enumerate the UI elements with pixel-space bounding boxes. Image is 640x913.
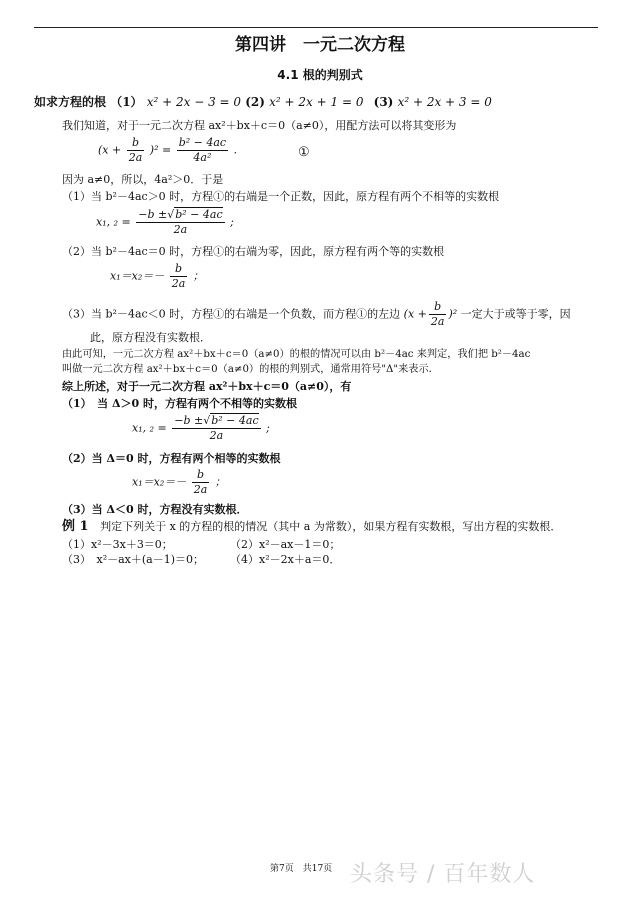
case-2-lhs: x₁＝x₂＝－ bbox=[110, 269, 165, 283]
formula-1-rhs-num: b² − 4ac bbox=[178, 136, 227, 149]
section-title: 4.1 根的判别式 bbox=[277, 68, 363, 82]
case-1-end: ; bbox=[230, 215, 234, 229]
example-label: 例 1 bbox=[62, 519, 89, 534]
case-2-num: b bbox=[170, 262, 188, 277]
intro-p2: (2) bbox=[245, 95, 265, 109]
case-2-formula bbox=[110, 262, 204, 291]
example-item-3: （3） x²－ax＋(a－1)＝0； bbox=[62, 553, 205, 566]
case-1-text: （1）当 b²－4ac＞0 时，方程①的右端是一个正数，因此，原方程有两个不相等的实数根 bbox=[62, 190, 500, 203]
formula-1 bbox=[98, 136, 237, 165]
case-1-frac bbox=[136, 208, 224, 237]
summary-1-frac bbox=[172, 414, 260, 443]
formula-1-end: . bbox=[233, 143, 238, 157]
para-2: 因为 a≠0，所以，4a²＞0．于是 bbox=[62, 173, 224, 186]
summary-1-num: −b ±√b² − 4ac bbox=[174, 414, 259, 427]
summary-1-lhs: x₁, ₂ = bbox=[132, 421, 167, 435]
case-2-den: 2a bbox=[171, 277, 186, 290]
para-3: 由此可知，一元二次方程 ax²＋bx＋c＝0（a≠0）的根的情况可以由 b²－4ac 来判定，我们把 b²－4ac bbox=[62, 349, 531, 360]
summary-2-end: ； bbox=[214, 475, 226, 489]
summary-2-frac bbox=[192, 468, 210, 497]
summary-3-text: （3）当 Δ＜0 时，方程没有实数根． bbox=[62, 503, 248, 516]
case-3-line bbox=[62, 300, 571, 329]
case-3-paren-pre: (x + bbox=[403, 307, 427, 321]
summary-line: 综上所述，对于一元二次方程 ax²＋bx＋c＝0（a≠0），有 bbox=[62, 380, 352, 393]
para-4: 叫做一元二次方程 ax²＋bx＋c＝0（a≠0）的根的判别式，通常用符号"Δ"来表示． bbox=[62, 364, 439, 375]
case-1-num: −b ±√b² − 4ac bbox=[138, 208, 223, 221]
case-1-lhs: x₁, ₂ = bbox=[96, 215, 131, 229]
intro-line bbox=[34, 95, 492, 109]
summary-1-end: ; bbox=[266, 421, 270, 435]
case-1-num-rad: b² − 4ac bbox=[175, 208, 223, 221]
case-3-paren-post: )² bbox=[448, 307, 458, 321]
formula-1-rhs-frac bbox=[177, 136, 228, 165]
formula-1-lhs-post: )² = bbox=[149, 143, 172, 157]
example-text: 判定下列关于 x 的方程的根的情况（其中 a 为常数），如果方程有实数根，写出方程的实数根． bbox=[100, 520, 562, 533]
case-3-num: b bbox=[429, 300, 447, 315]
case-2-end: ； bbox=[192, 269, 204, 283]
case-1-den: 2a bbox=[173, 223, 188, 236]
case-3-text-a: （3）当 b²－4ac＜0 时，方程①的右端是一个负数，而方程①的左边 bbox=[62, 307, 401, 321]
intro-eq2: x² + 2x + 1 = 0 bbox=[269, 95, 364, 109]
summary-2-formula bbox=[132, 468, 226, 497]
case-3-frac bbox=[429, 300, 447, 329]
formula-1-rhs-den: 4a² bbox=[193, 151, 212, 164]
case-2-text: （2）当 b²－4ac＝0 时，方程①的右端为零，因此，原方程有两个等的实数根 bbox=[62, 245, 445, 258]
example-line bbox=[62, 520, 561, 534]
summary-2-den: 2a bbox=[193, 483, 208, 496]
formula-1-lhs-pre: (x + bbox=[98, 143, 122, 157]
summary-1-num-pre: −b ± bbox=[174, 414, 204, 427]
para-1: 我们知道，对于一元二次方程 ax²＋bx＋c＝0（a≠0），用配方法可以将其变形为 bbox=[62, 119, 457, 132]
summary-1-text: （1） 当 Δ＞0 时，方程有两个不相等的实数根 bbox=[62, 397, 298, 410]
example-item-1: （1）x²－3x＋3＝0； bbox=[62, 538, 173, 551]
summary-1-den: 2a bbox=[209, 429, 224, 442]
top-rule bbox=[34, 27, 598, 28]
summary-2-text: （2）当 Δ＝0 时，方程有两个相等的实数根 bbox=[62, 452, 281, 465]
case-3-text-b: 一定大于或等于零，因 bbox=[460, 307, 571, 321]
summary-2-lhs: x₁＝x₂＝－ bbox=[132, 475, 187, 489]
intro-p3: (3) bbox=[373, 95, 394, 109]
example-item-2: （2）x²－ax－1＝0； bbox=[230, 538, 341, 551]
equation-mark-1: ① bbox=[298, 145, 310, 160]
summary-2-num: b bbox=[192, 468, 210, 483]
intro-eq3: x² + 2x + 3 = 0 bbox=[397, 95, 492, 109]
summary-1-formula bbox=[132, 414, 270, 443]
case-1-num-pre: −b ± bbox=[138, 208, 168, 221]
intro-label: 如求方程的根 bbox=[34, 95, 107, 109]
case-2-frac bbox=[170, 262, 188, 291]
case-3-den: 2a bbox=[430, 315, 445, 328]
formula-1-lhs-frac bbox=[127, 136, 145, 165]
case-1-formula bbox=[96, 208, 234, 237]
intro-p1: （1） bbox=[110, 95, 143, 109]
page-footer: 第7页 共17页 bbox=[270, 864, 333, 874]
page-title: 第四讲 一元二次方程 bbox=[235, 35, 405, 55]
watermark: 头条号 / 百年数人 bbox=[350, 862, 536, 887]
intro-eq1: x² + 2x − 3 = 0 bbox=[146, 95, 242, 109]
example-item-4: （4）x²－2x＋a＝0． bbox=[230, 553, 341, 566]
summary-1-num-rad: b² − 4ac bbox=[211, 414, 259, 427]
formula-1-lhs-num: b bbox=[127, 136, 145, 151]
formula-1-lhs-den: 2a bbox=[128, 151, 143, 164]
case-3-text-c: 此，原方程没有实数根． bbox=[90, 331, 211, 344]
